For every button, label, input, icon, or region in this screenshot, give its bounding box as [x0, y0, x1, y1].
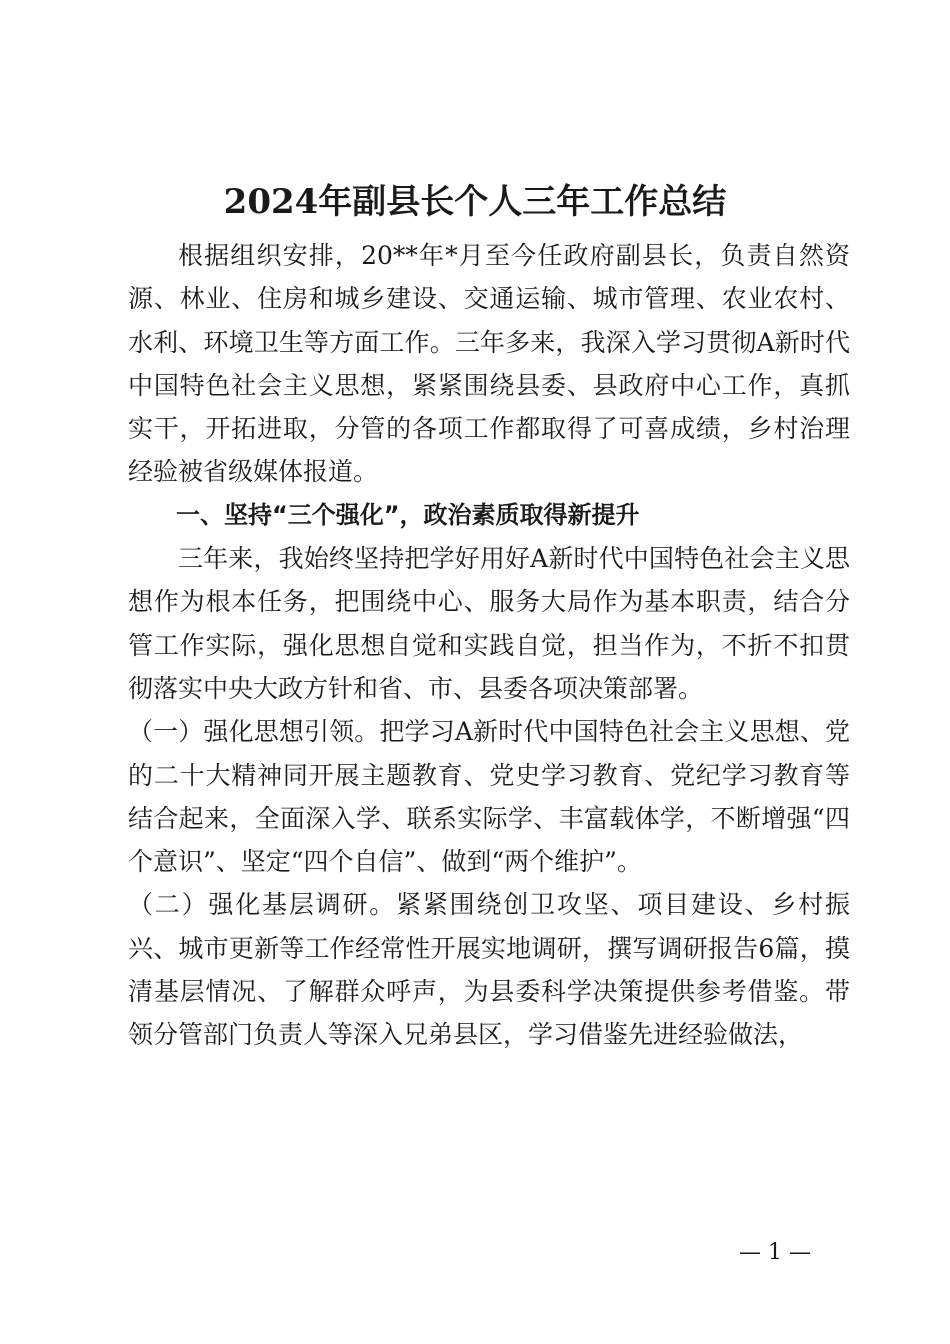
document-body	[128, 234, 850, 1057]
document-title: 2024年副县长个人三年工作总结	[223, 182, 727, 222]
section-heading-1: 一、坚持“三个强化”，政治素质取得新提升	[176, 500, 640, 529]
subsection-1-paragraph: （一）强化思想引领。把学习A新时代中国特色社会主义思想、党的二十大精神同开展主题教育、党史学习教育、党纪学习教育等结合起来，全面深入学、联系实际学、丰富载体学，不断增强“四个意识”、坚定“四个自信”、做到“两个维护”。	[128, 717, 850, 877]
page-number: — 1 —	[739, 1240, 811, 1265]
section-1-paragraph: 三年来，我始终坚持把学好用好A新时代中国特色社会主义思想作为根本任务，把围绕中心、服务大局作为基本职责，结合分管工作实际，强化思想自觉和实践自觉，担当作为，不折不扣贯彻落实中央大政方针和省、市、县委各项决策部署。	[128, 544, 850, 703]
subsection-2-paragraph: （二）强化基层调研。紧紧围绕创卫攻坚、项目建设、乡村振兴、城市更新等工作经常性开展实地调研，撰写调研报告6篇，摸清基层情况、了解群众呼声，为县委科学决策提供参考借鉴。带领分管部门负责人等深入兄弟县区，学习借鉴先进经验做法，	[128, 890, 850, 1050]
intro-paragraph: 根据组织安排，20**年*月至今任政府副县长，负责自然资源、林业、住房和城乡建设、交通运输、城市管理、农业农村、水利、环境卫生等方面工作。三年多来，我深入学习贯彻A新时代中国特色社会主义思想，紧紧围绕县委、县政府中心工作，真抓实干，开拓进取，分管的各项工作都取得了可喜成绩，乡村治理经验被省级媒体报道。	[128, 241, 850, 487]
